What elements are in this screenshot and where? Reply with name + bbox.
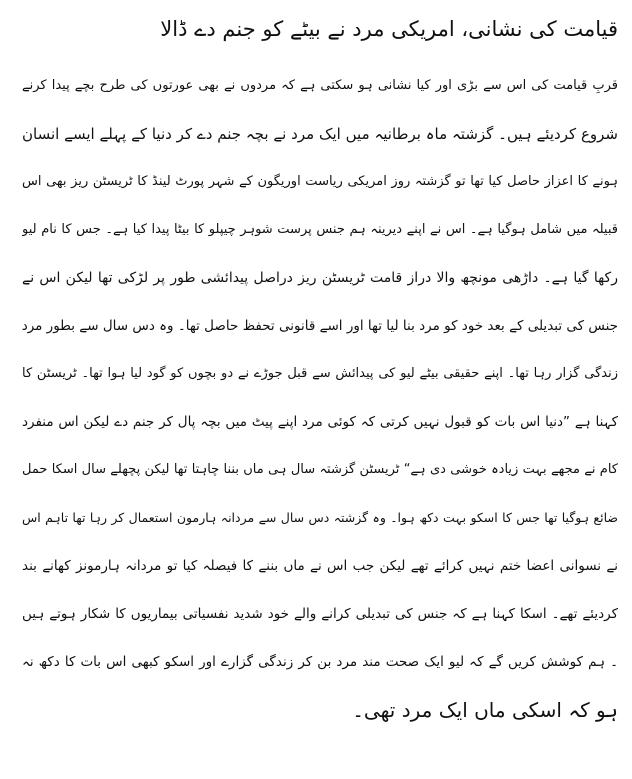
article-line: قربِ قیامت کی اس سے بڑی اور کیا نشانی ہو سکتی ہے کہ مردوں نے بھی عورتوں کی طرح بچے پیدا کرنے [22, 78, 618, 93]
article-line: نے نسوانی اعضا ختم نہیں کرائے تھے لیکن جب اس نے ماں بننے کا فیصلہ کیا تو مردانہ ہارمونز کھانے بند [22, 558, 618, 574]
article-line: کہنا ہے ”دنیا اس بات کو قبول نہیں کرتی کہ کوئی مرد اپنے پیٹ میں بچہ پال کر جنم دے لیکن اس منفرد [22, 414, 618, 430]
article-headline: قیامت کی نشانی، امریکی مرد نے بیٹے کو جنم دے ڈالا [160, 17, 618, 41]
article-line: رکھا گیا ہے۔ داڑھی مونچھ والا دراز قامت ٹریسٹن ریز دراصل پیدائشی طور پر لڑکی تھا لیکن اس نے [22, 270, 618, 286]
article-body [22, 62, 618, 734]
article-line: ۔ ہم کوشش کریں گے کہ لیو ایک صحت مند مرد بن کر زندگی گزارے اور اسکو کبھی اس بات کا دکھ نہ [22, 654, 618, 670]
article-line: شروع کردیئے ہیں۔ گزشتہ ماہ برطانیہ میں ایک مرد نے بچہ جنم دے کر دنیا کے پہلے ایسے انسان [22, 125, 618, 143]
article-line: زندگی گزار رہا تھا۔ اپنے حقیقی بیٹے لیو کی پیدائش سے قبل جوڑے نے دو بچوں کو گود لیا ہوا تھا۔ ٹریسٹن کا [22, 366, 618, 381]
article-line: ہونے کا اعزاز حاصل کیا تھا تو گزشتہ روز امریکی ریاست اوریگون کے شہر پورٹ لینڈ کا ٹریسٹن ریز بھی اس [22, 174, 618, 189]
article-line: کردیئے تھے۔ اسکا کہنا ہے کہ جنس کی تبدیلی کرانے والے خود شدید نفسیاتی بیماریوں کا شکار ہوتے ہیں [22, 606, 618, 622]
article-line: کام نے مجھے بہت زیادہ خوشی دی ہے“ ٹریسٹن گزشتہ سال ہی ماں بننا چاہتا تھا لیکن پچھلے سال اسکا حمل [22, 462, 618, 477]
article-line: ضائع ہوگیا تھا جس کا اسکو بہت دکھ ہوا۔ وہ گزشتہ دس سال سے مردانہ ہارمون استعمال کر رہا تھا تاہم اس [22, 510, 618, 525]
article-line-last: ہو کہ اسکی ماں ایک مرد تھی۔ [352, 698, 618, 722]
article-line: قبیلہ میں شامل ہوگیا ہے۔ اس نے اپنے دیرینہ ہم جنس پرست شوہر چیپلو کا بیٹا پیدا کیا ہے۔ جس کا نام لیو [22, 222, 618, 237]
article-line: جنس کی تبدیلی کے بعد خود کو مرد بنا لیا تھا اور اسے قانونی تحفظ حاصل تھا۔ وہ دس سال سے بطور مرد [22, 318, 618, 334]
